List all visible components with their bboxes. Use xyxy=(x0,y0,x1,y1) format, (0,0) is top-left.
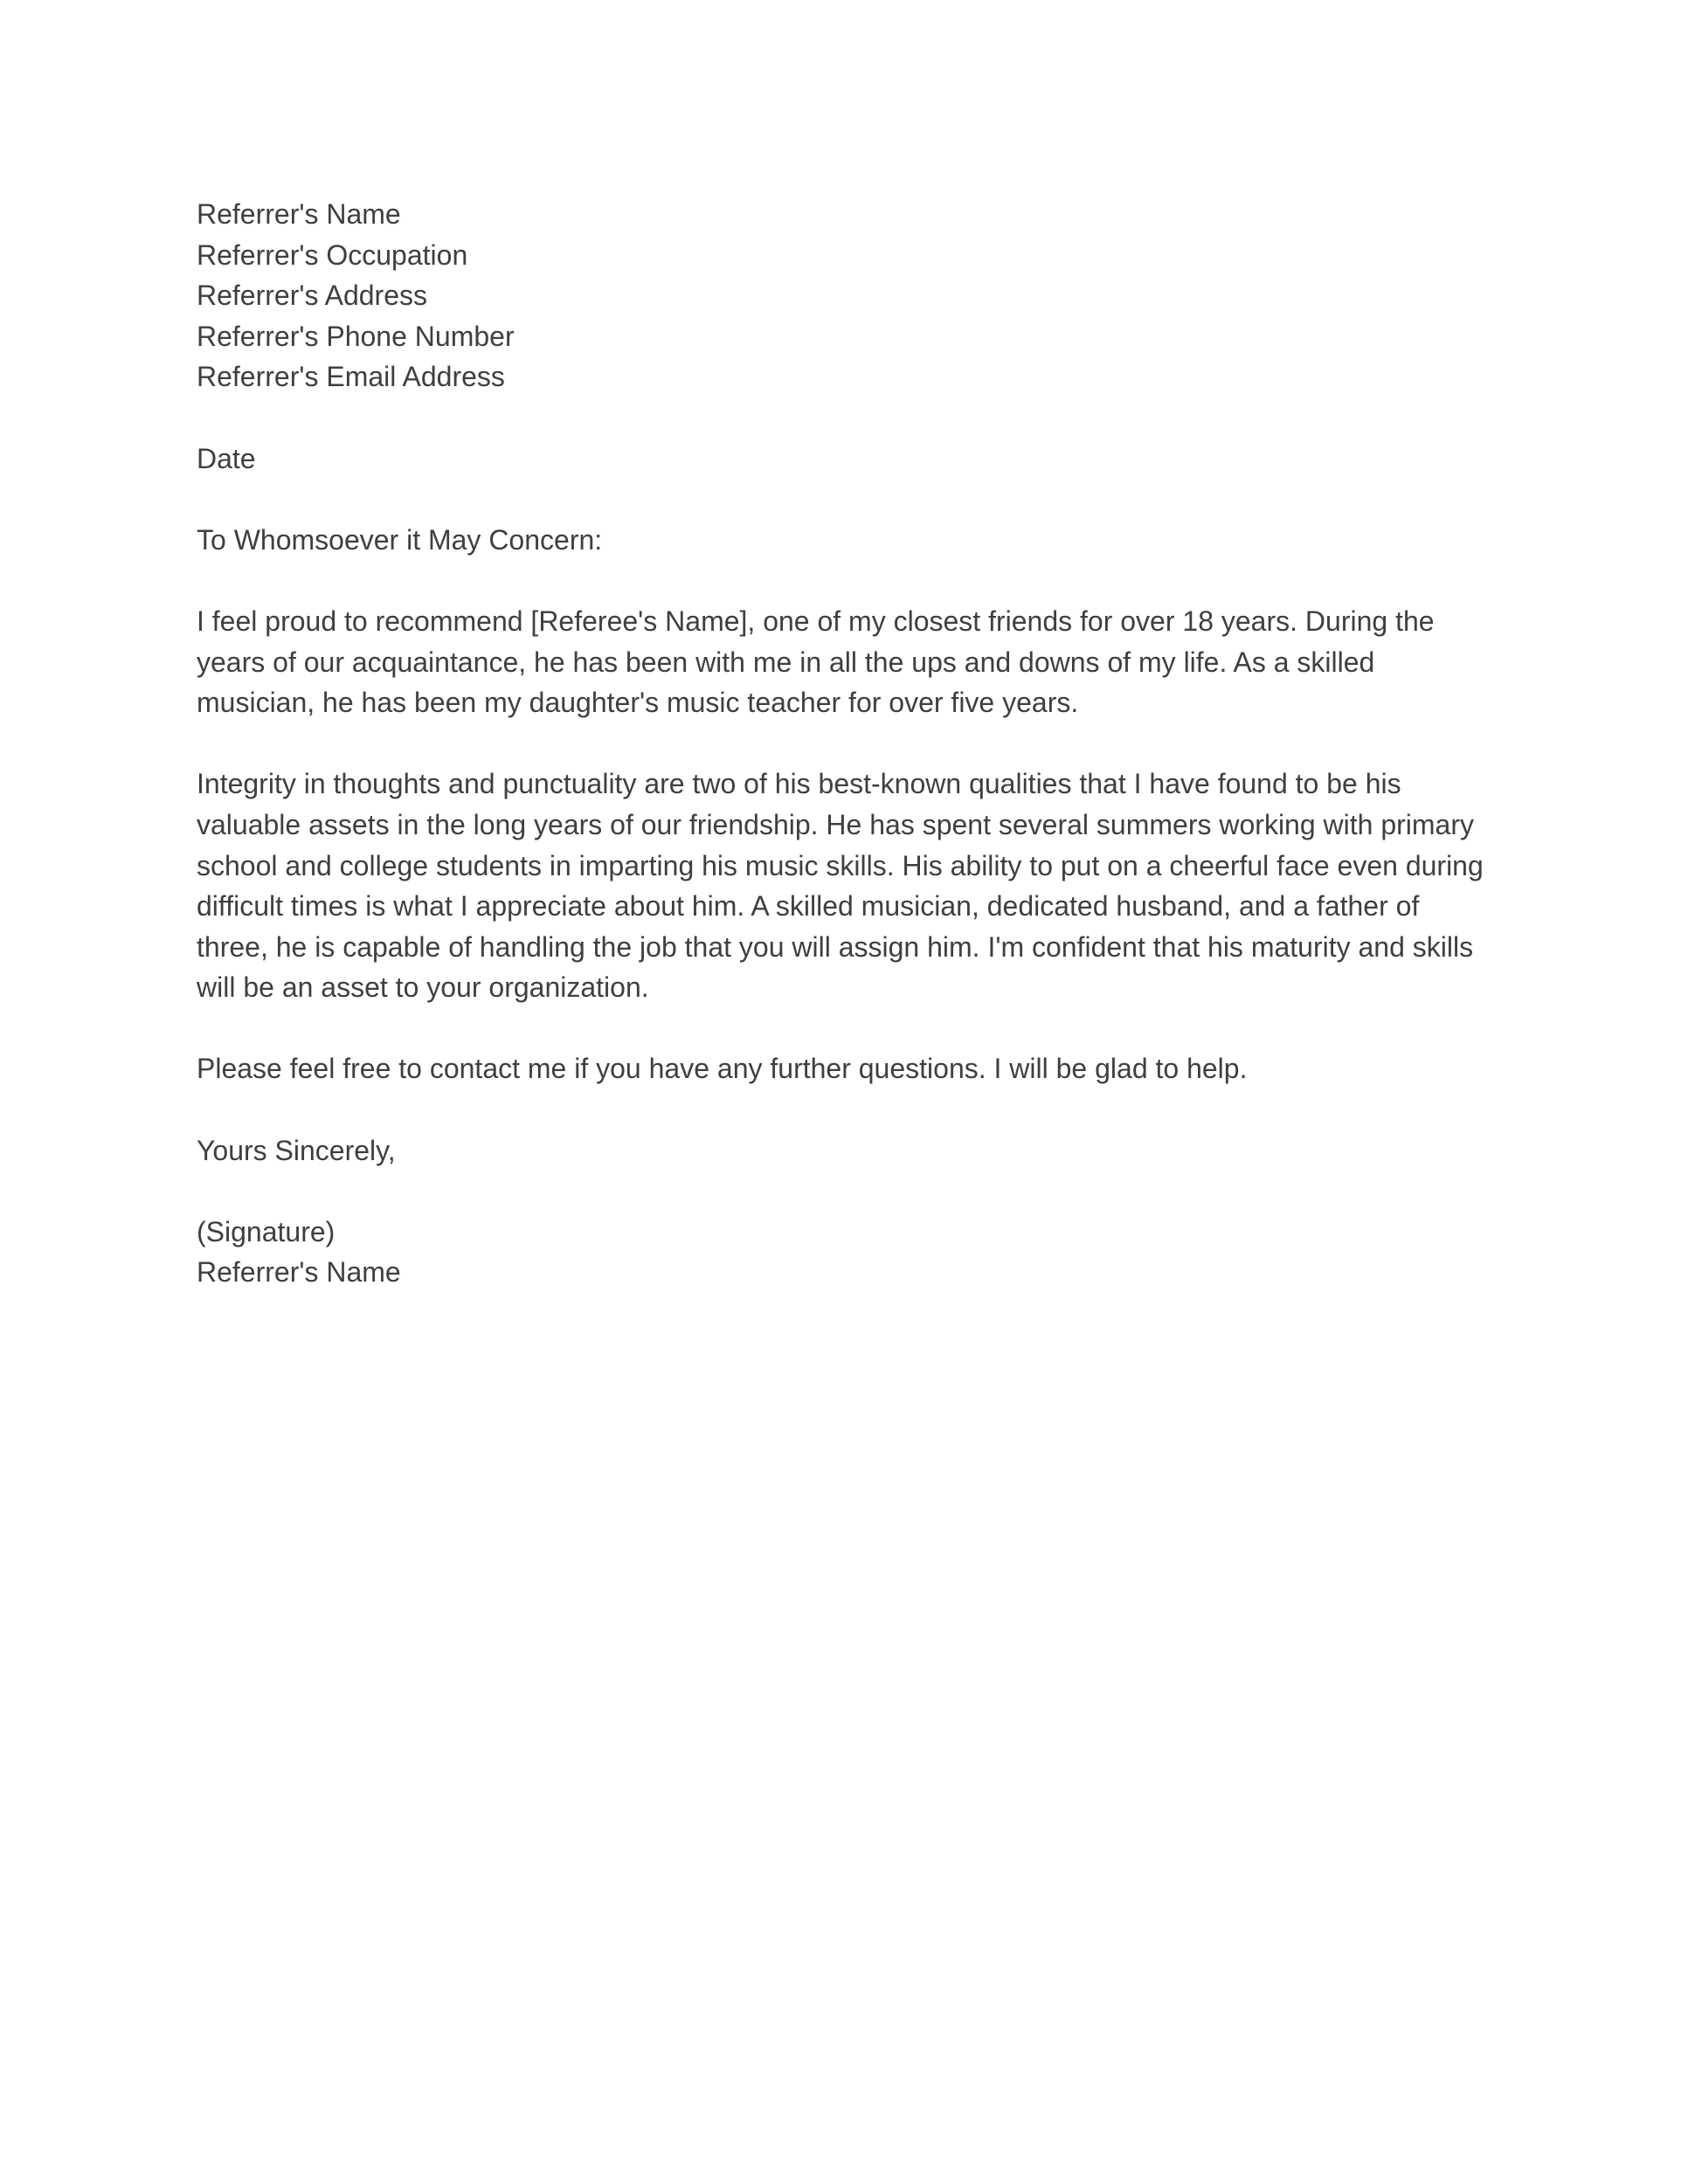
signature-name: Referrer's Name xyxy=(197,1256,401,1289)
body-paragraph-3: Please feel free to contact me if you have any further questions. I will be glad to help. xyxy=(197,1053,1248,1085)
signature-placeholder: (Signature) xyxy=(197,1215,336,1248)
sender-name: Referrer's Name xyxy=(197,198,401,230)
closing-text: Yours Sincerely, xyxy=(197,1134,396,1166)
sender-email: Referrer's Email Address xyxy=(197,361,505,393)
salutation-line xyxy=(197,520,1491,561)
salutation-text: To Whomsoever it May Concern: xyxy=(197,523,603,556)
sender-phone: Referrer's Phone Number xyxy=(197,320,515,352)
body-paragraph-2: Integrity in thoughts and punctuality are two of his best-known qualities that I have found to be his valuable assets in the long years of our friendship. He has spent several summers working with primary school and college students in imparting his music skills. His ability to put on a cheerful face even during difficult times is what I appreciate about him. A skilled musician, dedicated husband, and a father of three, he is capable of handling the job that you will assign him. I'm confident that his maturity and skills will be an asset to your organization. xyxy=(197,768,1484,1004)
closing-line xyxy=(197,1130,1491,1171)
sender-block xyxy=(197,194,1491,397)
date-line xyxy=(197,439,1491,480)
signature-block xyxy=(197,1212,1491,1293)
sender-occupation: Referrer's Occupation xyxy=(197,238,468,271)
date-label: Date xyxy=(197,442,256,474)
body-paragraph-1: I feel proud to recommend [Referee's Name], one of my closest friends for over 18 years. During the years of our acquaintance, he has been with me in all the ups and downs of my life. As a skilled musician, he has been my daughter's music teacher for over five years. xyxy=(197,605,1435,719)
sender-address: Referrer's Address xyxy=(197,280,427,312)
